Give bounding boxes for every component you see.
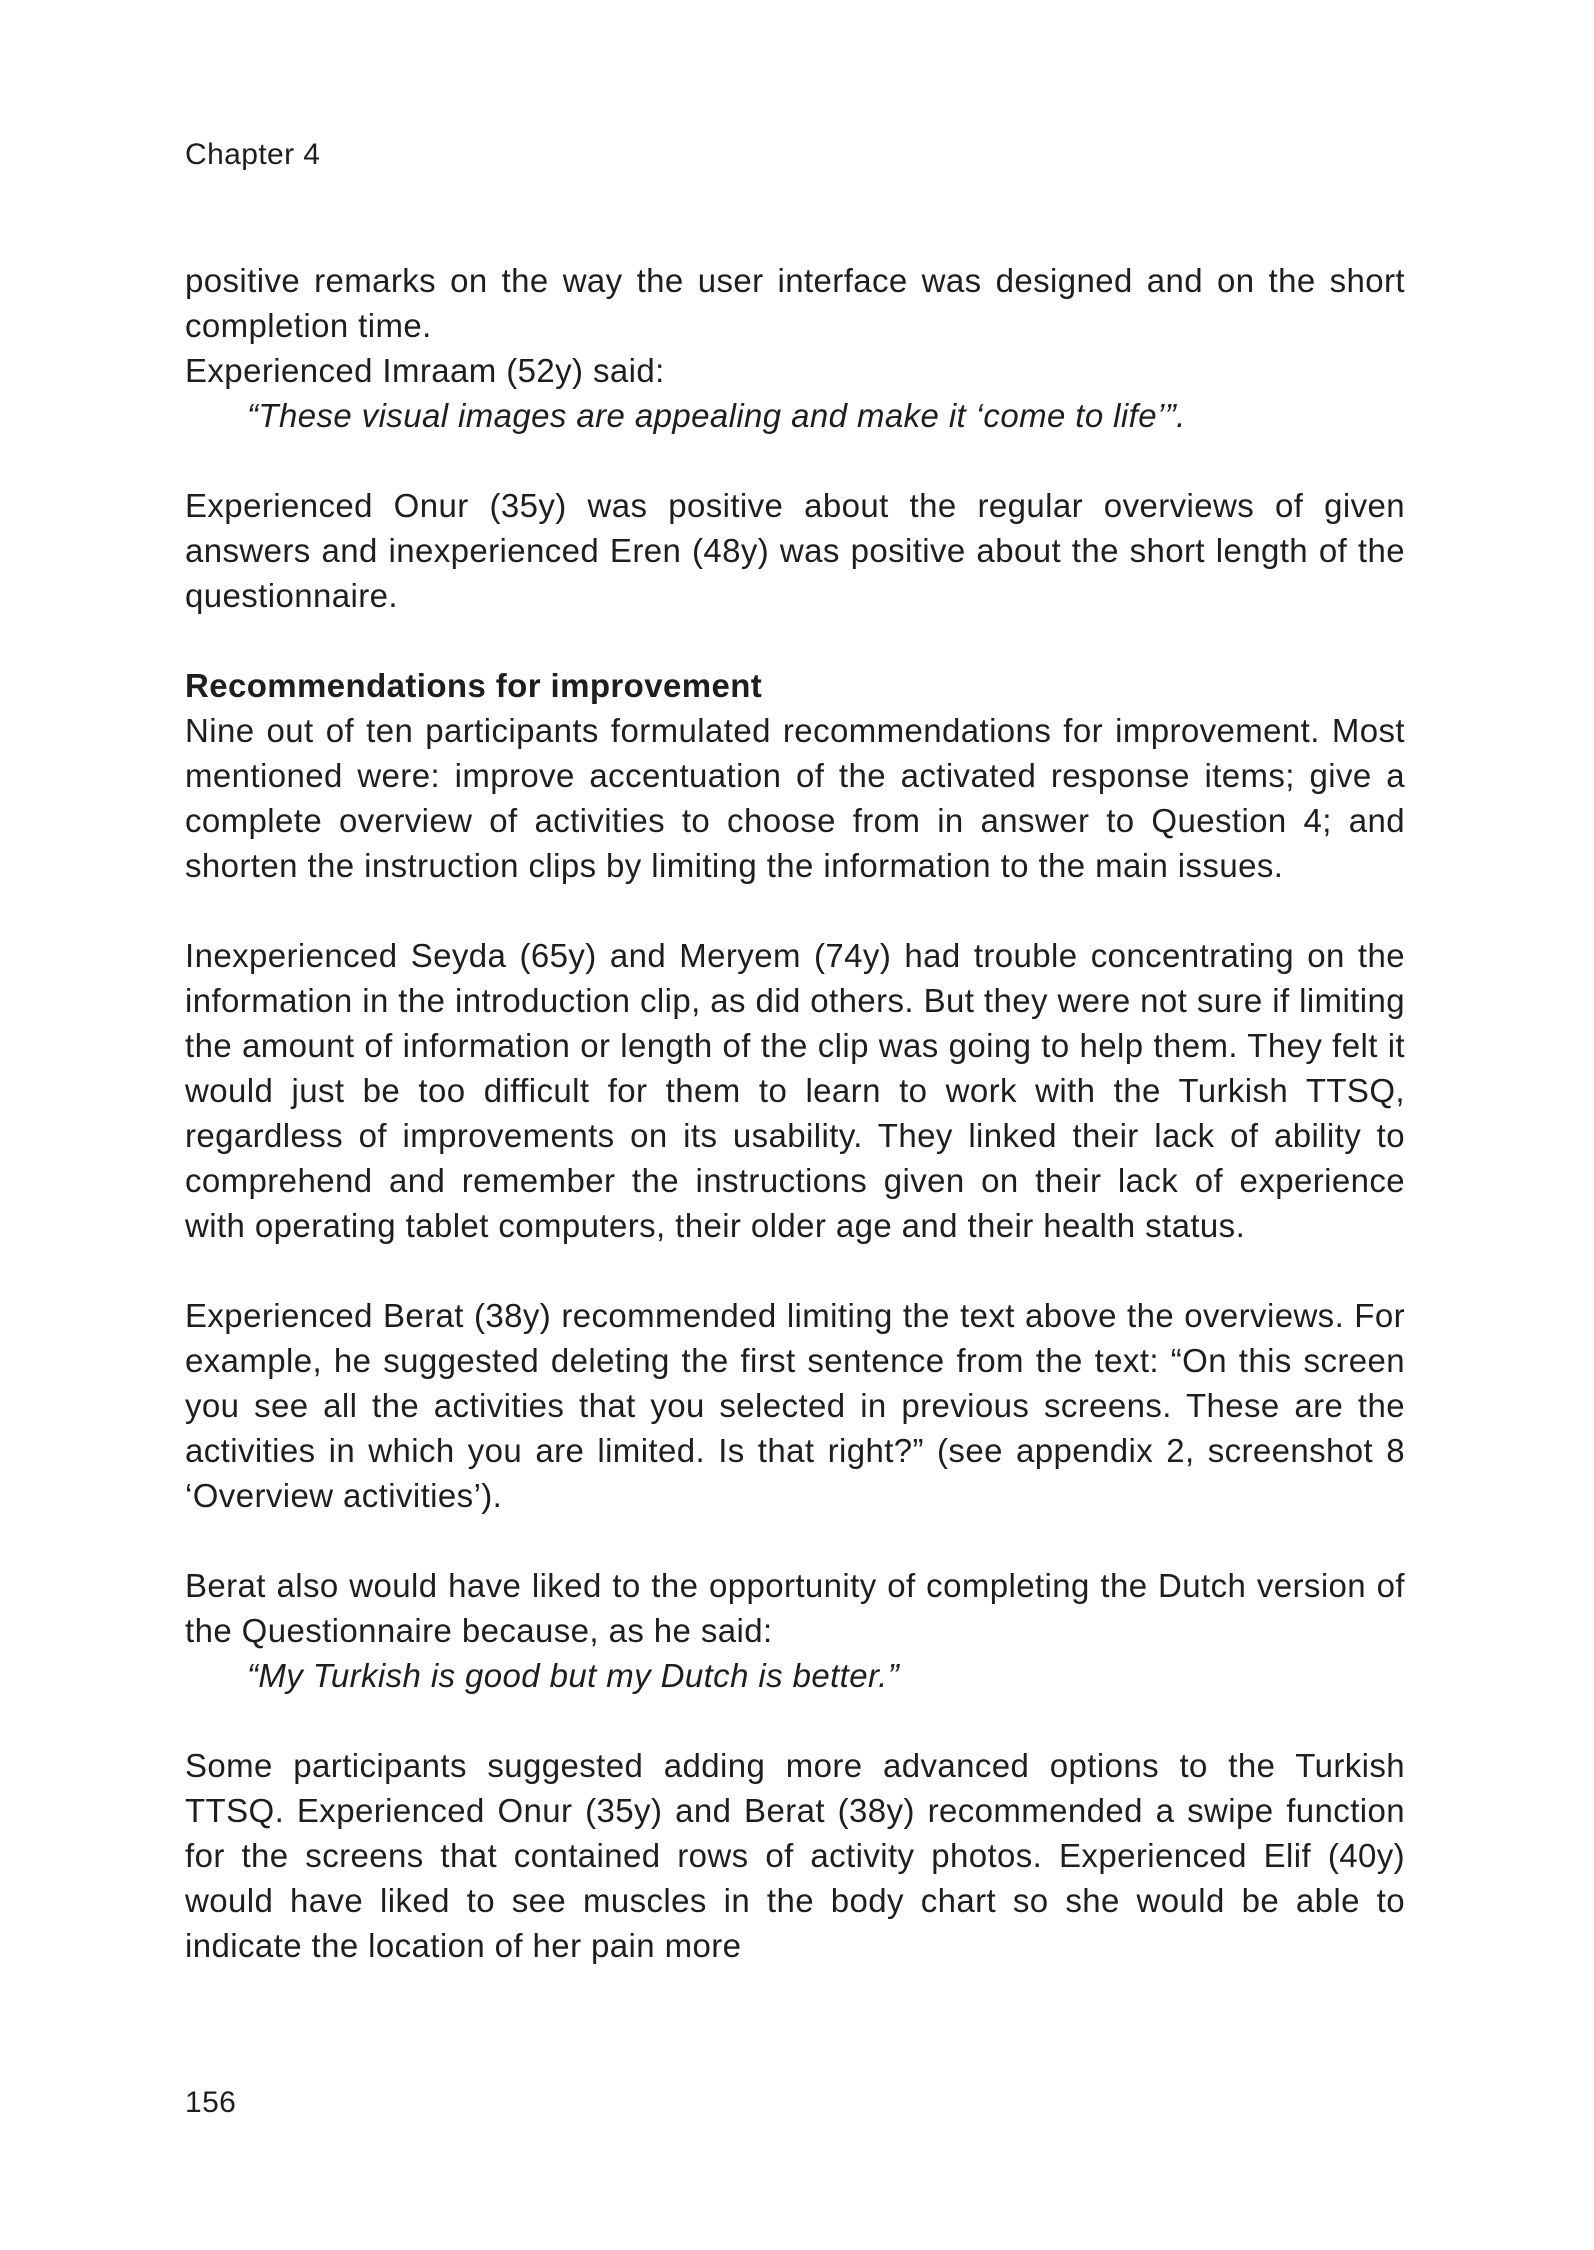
paragraph: positive remarks on the way the user interface was designed and on the short completion time. bbox=[185, 262, 1405, 344]
quote-paragraph: “My Turkish is good but my Dutch is better.” bbox=[247, 1657, 900, 1694]
paragraph: Nine out of ten participants formulated recommendations for improvement. Most mentioned were: improve accentuation of the activated response items; give a complete overview of activities to choose from in answer to Question 4; and shorten the instruction clips by limiting the information to the main issues. bbox=[185, 712, 1405, 884]
paragraph: Inexperienced Seyda (65y) and Meryem (74y) had trouble concentrating on the information in the introduction clip, as did others. But they were not sure if limiting the amount of information or length of the clip was going to help them. They felt it would just be too difficult for them to learn to work with the Turkish TTSQ, regardless of improvements on its usability. They linked their lack of ability to comprehend and remember the instructions given on their lack of experience with operating tablet computers, their older age and their health status. bbox=[185, 937, 1405, 1244]
page-body-text bbox=[185, 258, 1405, 1968]
section-heading: Recommendations for improvement bbox=[185, 667, 763, 704]
paragraph: Experienced Imraam (52y) said: bbox=[185, 352, 665, 389]
paragraph: Berat also would have liked to the opportunity of completing the Dutch version of the Questionnaire because, as he said: bbox=[185, 1567, 1405, 1649]
paragraph: Some participants suggested adding more advanced options to the Turkish TTSQ. Experienced Onur (35y) and Berat (38y) recommended a swipe function for the screens that contained rows of activity photos. Experienced Elif (40y) would have liked to see muscles in the body chart so she would be able to indicate the location of her pain more bbox=[185, 1747, 1405, 1964]
paragraph: Experienced Onur (35y) was positive about the regular overviews of given answers and inexperienced Eren (48y) was positive about the short length of the questionnaire. bbox=[185, 487, 1405, 614]
page-number: 156 bbox=[185, 2086, 237, 2119]
chapter-header: Chapter 4 bbox=[185, 138, 321, 171]
paragraph: Experienced Berat (38y) recommended limiting the text above the overviews. For example, he suggested deleting the first sentence from the text: “On this screen you see all the activities that you selected in previous screens. These are the activities in which you are limited. Is that right?” (see appendix 2, screenshot 8 ‘Overview activities’). bbox=[185, 1297, 1405, 1514]
quote-paragraph: “These visual images are appealing and make it ‘come to life’”. bbox=[247, 397, 1186, 434]
